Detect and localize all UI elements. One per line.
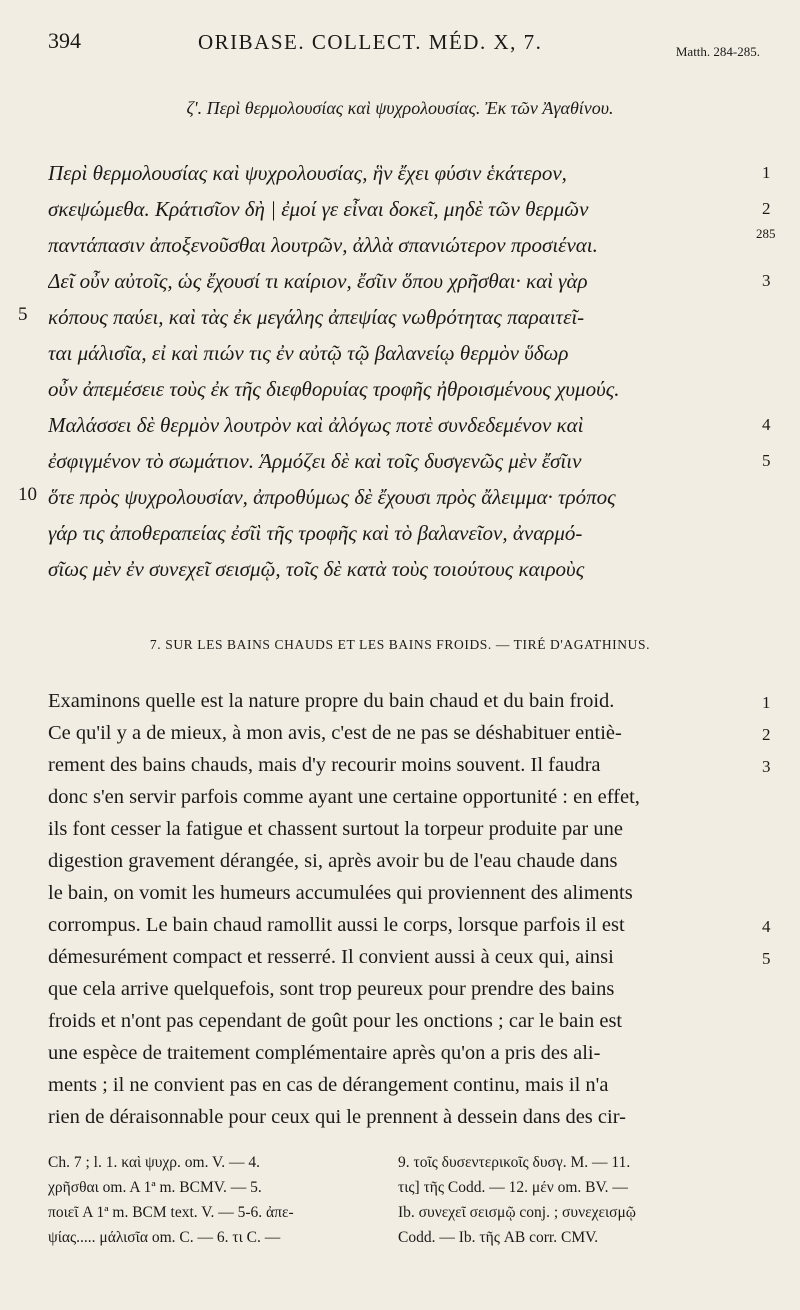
greek-line: γάρ τις ἀποθεραπείας ἐσῖὶ τῆς τροφῆς καὶ τὸ βαλανεῖον, ἀναρμό- xyxy=(48,521,583,545)
greek-line: παντάπασιν ἀποξενοῦσθαι λουτρῶν, ἀλλὰ σπανιώτερον προσιέναι. xyxy=(48,233,598,257)
french-line: ils font cesser la fatigue et chassent surtout la torpeur produite par une xyxy=(48,818,623,840)
section-number: 3 xyxy=(762,271,771,290)
french-line: le bain, on vomit les humeurs accumulées qui proviennent des aliments xyxy=(48,882,633,904)
section-number: 4 xyxy=(762,917,771,936)
french-line: digestion gravement dérangée, si, après avoir bu de l'eau chaude dans xyxy=(48,850,618,872)
greek-line: Μαλάσσει δὲ θερμὸν λουτρὸν καὶ ἀλόγως ποτὲ συνδεδεμένον καὶ xyxy=(48,413,584,437)
section-number: 5 xyxy=(762,949,771,968)
note-line: τις] τῆς Codd. — 12. μέν om. BV. — xyxy=(398,1179,628,1196)
french-line: rement des bains chauds, mais d'y recourir moins souvent. Il faudra xyxy=(48,754,601,776)
french-line: Ce qu'il y a de mieux, à mon avis, c'est de ne pas se déshabituer entiè- xyxy=(48,722,622,744)
french-line: que cela arrive quelquefois, sont trop peureux pour prendre des bains xyxy=(48,978,615,1000)
section-number: 5 xyxy=(762,451,771,470)
running-title: ORIBASE. COLLECT. MÉD. X, 7. xyxy=(198,30,543,54)
note-line: ποιεῖ A 1ª m. BCM text. V. — 5-6. ἀπε- xyxy=(48,1204,294,1221)
french-line: ments ; il ne convient pas en cas de dérangement continu, mais il n'a xyxy=(48,1074,609,1096)
line-number: 10 xyxy=(18,484,37,505)
section-number: 2 xyxy=(762,725,771,744)
greek-line: ται μάλισῖα, εἰ καὶ πιών τις ἐν αὐτῷ τῷ βαλανείῳ θερμὸν ὕδωρ xyxy=(48,341,569,365)
note-line: Ib. συνεχεῖ σεισμῷ conj. ; συνεχεισμῷ xyxy=(398,1204,637,1221)
french-line: rien de déraisonnable pour ceux qui le prennent à dessein dans des cir- xyxy=(48,1106,626,1128)
greek-line: σῖως μὲν ἐν συνεχεῖ σεισμῷ, τοῖς δὲ κατὰ τοὺς τοιούτους καιροὺς xyxy=(48,557,585,581)
french-line: Examinons quelle est la nature propre du bain chaud et du bain froid. xyxy=(48,690,615,712)
greek-line: ἐσφιγμένον τὸ σωμάτιον. Ἁρμόζει δὲ καὶ τοῖς δυσγενῶς μὲν ἔσῖιν xyxy=(48,449,582,473)
section-number: 4 xyxy=(762,415,771,434)
note-line: χρῆσθαι om. A 1ª m. BCMV. — 5. xyxy=(48,1179,262,1196)
section-number: 2 xyxy=(762,199,771,218)
greek-line: κόπους παύει, καὶ τὰς ἐκ μεγάλης ἀπεψίας νωθρότητας παραιτεῖ- xyxy=(48,305,585,329)
note-line: Ch. 7 ; l. 1. καὶ ψυχρ. om. V. — 4. xyxy=(48,1154,261,1171)
marginal-reference: Matth. 284-285. xyxy=(675,44,760,59)
section-number: 1 xyxy=(762,693,771,712)
french-chapter-heading: 7. SUR LES BAINS CHAUDS ET LES BAINS FROIDS. — TIRÉ D'AGATHINUS. xyxy=(149,637,651,652)
greek-line: σκεψώμεθα. Κράτισῖον δὴ | ἐμοί γε εἶναι δοκεῖ, μηδὲ τῶν θερμῶν xyxy=(48,197,589,221)
notes-right-column xyxy=(398,1150,758,1250)
note-line: 9. τοῖς δυσεντερικοῖς δυσγ. M. — 11. xyxy=(398,1154,631,1171)
greek-line: οὖν ἀπεμέσειε τοὺς ἐκ τῆς διεφθορυίας τροφῆς ἠθροισμένους χυμούς. xyxy=(48,377,620,401)
page-number: 394 xyxy=(48,28,81,53)
greek-line: Δεῖ οὖν αὐτοῖς, ὡς ἔχουσί τι καίριον, ἔσῖιν ὅπου χρῆσθαι· καὶ γὰρ xyxy=(48,269,588,293)
french-line: démesurément compact et resserré. Il convient aussi à ceux qui, ainsi xyxy=(48,946,614,968)
note-line: Codd. — Ib. τῆς AB corr. CMV. xyxy=(398,1229,599,1246)
marginal-page-number: 285 xyxy=(756,226,776,241)
greek-line: Περὶ θερμολουσίας καὶ ψυχρολουσίας, ἣν ἔχει φύσιν ἑκάτερον, xyxy=(48,161,567,185)
section-number: 3 xyxy=(762,757,771,776)
note-line: ψίας..... μάλισῖα om. C. — 6. τι C. — xyxy=(48,1229,281,1246)
french-line: une espèce de traitement complémentaire après qu'on a pris des ali- xyxy=(48,1042,601,1064)
greek-line: ὅτε πρὸς ψυχρολουσίαν, ἀπροθύμως δὲ ἔχουσι πρὸς ἄλειμμα· τρόπος xyxy=(48,485,616,509)
french-line: corrompus. Le bain chaud ramollit aussi le corps, lorsque parfois il est xyxy=(48,914,625,936)
line-number: 5 xyxy=(18,304,28,325)
greek-chapter-heading: ζ'. Περὶ θερμολουσίας καὶ ψυχρολουσίας. Ἐκ τῶν Ἀγαθίνου. xyxy=(186,98,614,118)
section-number: 1 xyxy=(762,163,771,182)
notes-left-column xyxy=(48,1150,388,1250)
french-line: froids et n'ont pas cependant de goût pour les onctions ; car le bain est xyxy=(48,1010,623,1032)
french-line: donc s'en servir parfois comme ayant une certaine opportunité : en effet, xyxy=(48,786,640,808)
